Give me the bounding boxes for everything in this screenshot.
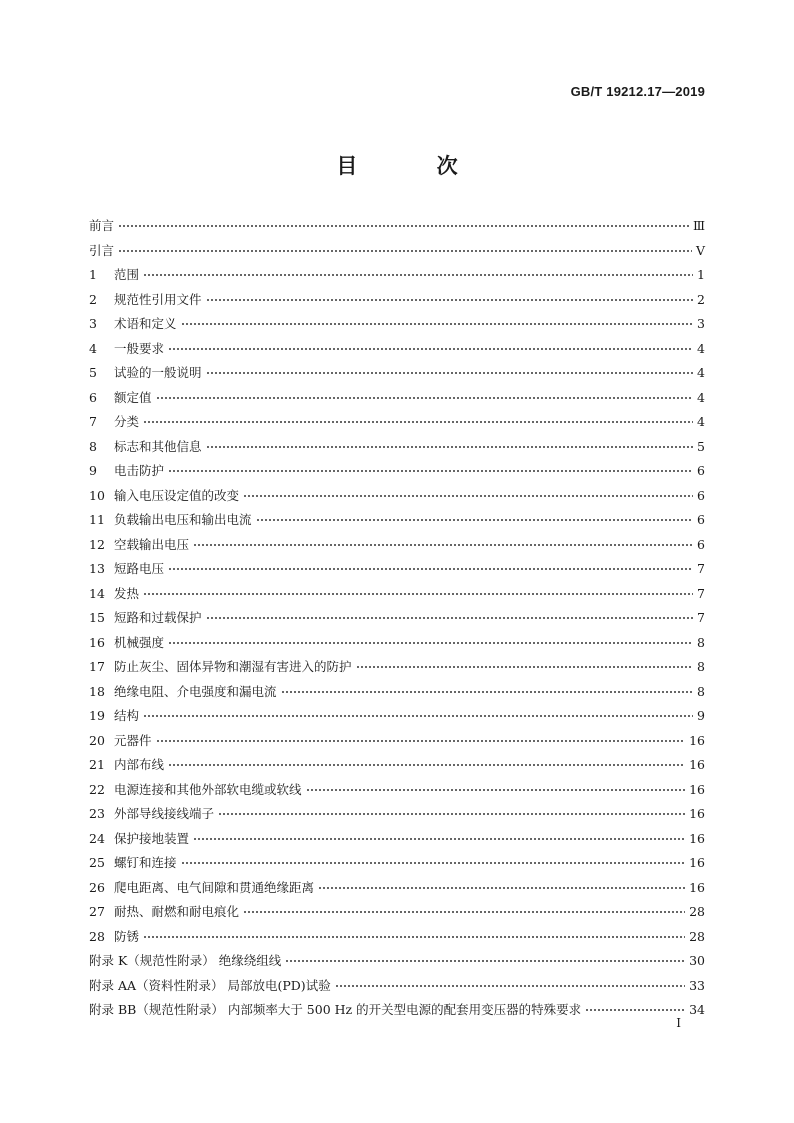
toc-entry[interactable]: [89, 657, 705, 682]
toc-entry-title: 机械强度: [114, 634, 165, 650]
toc-entry-page: 16: [689, 855, 705, 870]
toc-entry-page: 16: [689, 781, 705, 797]
toc-entry[interactable]: [89, 976, 705, 1001]
dot-leader: [181, 862, 686, 864]
toc-entry-number: 14: [89, 585, 105, 601]
dot-leader: [335, 985, 685, 987]
toc-entry-title: 负载输出电压和输出电流: [114, 512, 252, 527]
toc-entry-page: 28: [689, 904, 705, 919]
toc-entry-page: 16: [689, 806, 705, 821]
toc-entry-title: 附录 AA（资料性附录） 局部放电(PD)试验: [89, 977, 331, 993]
toc-entry-title: 绝缘电阻、介电强度和漏电流: [114, 683, 277, 699]
toc-entry-page: 4: [697, 389, 705, 405]
toc-entry-page: 7: [697, 585, 705, 601]
toc-entry-title: 前言: [89, 218, 115, 233]
toc-entry[interactable]: [89, 927, 705, 952]
toc-entry[interactable]: [89, 241, 705, 266]
toc-entry-number: 22: [89, 781, 105, 797]
toc-entry-page: 30: [689, 953, 705, 968]
toc-entry-title: 保护接地装置: [114, 830, 190, 846]
toc-entry[interactable]: [89, 388, 705, 413]
dot-leader: [143, 593, 693, 595]
toc-entry-page: 4: [697, 340, 705, 356]
toc-entry[interactable]: [89, 216, 705, 241]
dot-leader: [143, 715, 693, 717]
toc-entry-number: 13: [89, 561, 105, 576]
toc-entry[interactable]: [89, 804, 705, 829]
toc-entry-title: 发热: [114, 585, 140, 601]
dot-leader: [118, 225, 689, 227]
toc-entry-page: 6: [697, 536, 705, 552]
toc-entry[interactable]: [89, 706, 705, 731]
dot-leader: [143, 274, 693, 276]
toc-entry-page: 34: [689, 1002, 705, 1017]
dot-leader: [168, 348, 693, 350]
toc-entry-title: 螺钉和连接: [114, 855, 177, 870]
toc-entry-page: 4: [697, 365, 705, 380]
standard-code: GB/T 19212.17—2019: [570, 84, 705, 99]
toc-entry-number: 12: [89, 536, 105, 552]
toc-entry[interactable]: [89, 1000, 705, 1025]
toc-entry-page: 3: [697, 316, 705, 331]
toc-entry[interactable]: [89, 290, 705, 315]
toc-entry[interactable]: [89, 314, 705, 339]
toc-entry-number: 28: [89, 928, 105, 944]
toc-entry-title: 引言: [89, 242, 115, 258]
toc-entry-title: 电击防护: [114, 463, 165, 478]
dot-leader: [168, 642, 693, 644]
toc-entry-number: 10: [89, 487, 105, 503]
toc-entry[interactable]: [89, 412, 705, 437]
dot-leader: [143, 936, 685, 938]
toc-entry-page: 8: [697, 659, 705, 674]
toc-entry-title: 空载输出电压: [114, 536, 190, 552]
toc-entry-title: 外部导线接线端子: [114, 806, 215, 821]
toc-entry-title: 短路和过载保护: [114, 610, 202, 625]
dot-leader: [256, 519, 693, 521]
toc-entry-page: 1: [697, 267, 705, 282]
toc-entry-number: 24: [89, 830, 105, 846]
toc-entry-number: 23: [89, 806, 105, 821]
dot-leader: [206, 299, 693, 301]
dot-leader: [306, 789, 686, 791]
dot-leader: [193, 544, 693, 546]
toc-entry-number: 6: [89, 389, 97, 405]
dot-leader: [218, 813, 685, 815]
toc-entry-number: 27: [89, 904, 105, 919]
toc-entry-title: 范围: [114, 267, 140, 282]
toc-entry-number: 20: [89, 732, 105, 748]
dot-leader: [206, 372, 693, 374]
toc-entry-title: 一般要求: [114, 340, 165, 356]
toc-entry-number: 17: [89, 659, 105, 674]
toc-entry-number: 26: [89, 879, 105, 895]
toc-entry[interactable]: [89, 584, 705, 609]
toc-entry-page: 16: [689, 879, 705, 895]
toc-entry-title: 分类: [114, 414, 140, 429]
toc-entry[interactable]: [89, 682, 705, 707]
dot-leader: [118, 250, 692, 252]
dot-leader: [318, 887, 685, 889]
toc-entry[interactable]: [89, 461, 705, 486]
dot-leader: [181, 323, 693, 325]
toc-entry-page: 6: [697, 512, 705, 527]
dot-leader: [156, 397, 693, 399]
toc-entry-number: 9: [89, 463, 97, 478]
toc-entry-page: 7: [697, 561, 705, 576]
toc-entry-number: 16: [89, 634, 105, 650]
toc-entry-number: 3: [89, 316, 97, 331]
dot-leader: [143, 421, 693, 423]
toc-entry-page: 16: [689, 732, 705, 748]
toc-entry-page: 6: [697, 487, 705, 503]
dot-leader: [243, 911, 685, 913]
toc-entry[interactable]: [89, 437, 705, 462]
toc-entry[interactable]: [89, 902, 705, 927]
toc-entry-number: 8: [89, 438, 97, 454]
toc-entry[interactable]: [89, 486, 705, 511]
toc-entry-number: 1: [89, 267, 97, 282]
page-title: 目 次: [336, 154, 494, 178]
dot-leader: [168, 764, 685, 766]
toc-entry-number: 21: [89, 757, 105, 772]
toc-entry[interactable]: [89, 780, 705, 805]
toc-entry-page: 9: [697, 708, 705, 723]
toc-entry-page: 28: [689, 928, 705, 944]
toc-entry-page: 4: [697, 414, 705, 429]
toc-entry-title: 术语和定义: [114, 316, 177, 331]
toc-entry-title: 附录 BB（规范性附录） 内部频率大于 500 Hz 的开关型电源的配套用变压器的特殊要求: [89, 1002, 582, 1017]
toc-entry-number: 15: [89, 610, 105, 625]
toc-entry-page: 2: [697, 291, 705, 307]
toc-entry[interactable]: [89, 339, 705, 364]
toc-entry-number: 4: [89, 340, 97, 356]
toc-entry-title: 短路电压: [114, 561, 165, 576]
dot-leader: [168, 568, 693, 570]
toc-entry[interactable]: [89, 731, 705, 756]
toc-entry-title: 规范性引用文件: [114, 291, 202, 307]
toc-entry-page: 8: [697, 683, 705, 699]
toc-entry[interactable]: [89, 363, 705, 388]
toc-entry-number: 7: [89, 414, 97, 429]
toc-entry[interactable]: [89, 633, 705, 658]
dot-leader: [285, 960, 685, 962]
toc-entry-title: 耐热、耐燃和耐电痕化: [114, 904, 240, 919]
toc-entry-number: 25: [89, 855, 105, 870]
dot-leader: [585, 1009, 685, 1011]
toc-entry-title: 电源连接和其他外部软电缆或软线: [114, 781, 302, 797]
dot-leader: [168, 470, 693, 472]
toc-entry-page: 16: [689, 757, 705, 772]
toc-entry-page: 5: [697, 438, 705, 454]
toc-entry-number: 2: [89, 291, 97, 307]
toc-entry[interactable]: [89, 829, 705, 854]
toc-entry-number: 5: [89, 365, 97, 380]
toc-entry-page: 16: [689, 830, 705, 846]
toc-entry[interactable]: [89, 878, 705, 903]
toc-entry-page: 7: [697, 610, 705, 625]
table-of-contents: [89, 216, 705, 1025]
toc-entry[interactable]: [89, 510, 705, 535]
toc-entry[interactable]: [89, 265, 705, 290]
toc-entry-title: 额定值: [114, 389, 152, 405]
toc-entry-number: 18: [89, 683, 105, 699]
toc-entry-title: 防止灰尘、固体异物和潮湿有害进入的防护: [114, 659, 352, 674]
dot-leader: [243, 495, 693, 497]
toc-entry[interactable]: [89, 559, 705, 584]
toc-entry-page: 8: [697, 634, 705, 650]
toc-entry[interactable]: [89, 951, 705, 976]
toc-entry-title: 标志和其他信息: [114, 438, 202, 454]
toc-entry-page: Ⅲ: [692, 218, 705, 233]
toc-entry-title: 结构: [114, 708, 140, 723]
toc-entry-page: 33: [689, 977, 705, 993]
toc-entry-title: 防锈: [114, 928, 140, 944]
toc-entry-title: 爬电距离、电气间隙和贯通绝缘距离: [114, 879, 315, 895]
toc-entry-number: 19: [89, 708, 105, 723]
toc-entry-title: 元器件: [114, 732, 152, 748]
dot-leader: [281, 691, 693, 693]
toc-entry[interactable]: [89, 535, 705, 560]
toc-entry-number: 11: [89, 512, 105, 527]
toc-entry[interactable]: [89, 608, 705, 633]
dot-leader: [356, 666, 693, 668]
dot-leader: [193, 838, 685, 840]
page-number: I: [676, 1016, 681, 1030]
toc-entry-title: 试验的一般说明: [114, 365, 202, 380]
dot-leader: [156, 740, 686, 742]
toc-entry-page: Ⅴ: [695, 242, 705, 258]
dot-leader: [206, 617, 693, 619]
toc-entry-page: 6: [697, 463, 705, 478]
toc-entry-title: 内部布线: [114, 757, 165, 772]
toc-entry-title: 输入电压设定值的改变: [114, 487, 240, 503]
toc-entry[interactable]: [89, 853, 705, 878]
toc-entry-title: 附录 K（规范性附录） 绝缘绕组线: [89, 953, 282, 968]
toc-entry[interactable]: [89, 755, 705, 780]
dot-leader: [206, 446, 693, 448]
